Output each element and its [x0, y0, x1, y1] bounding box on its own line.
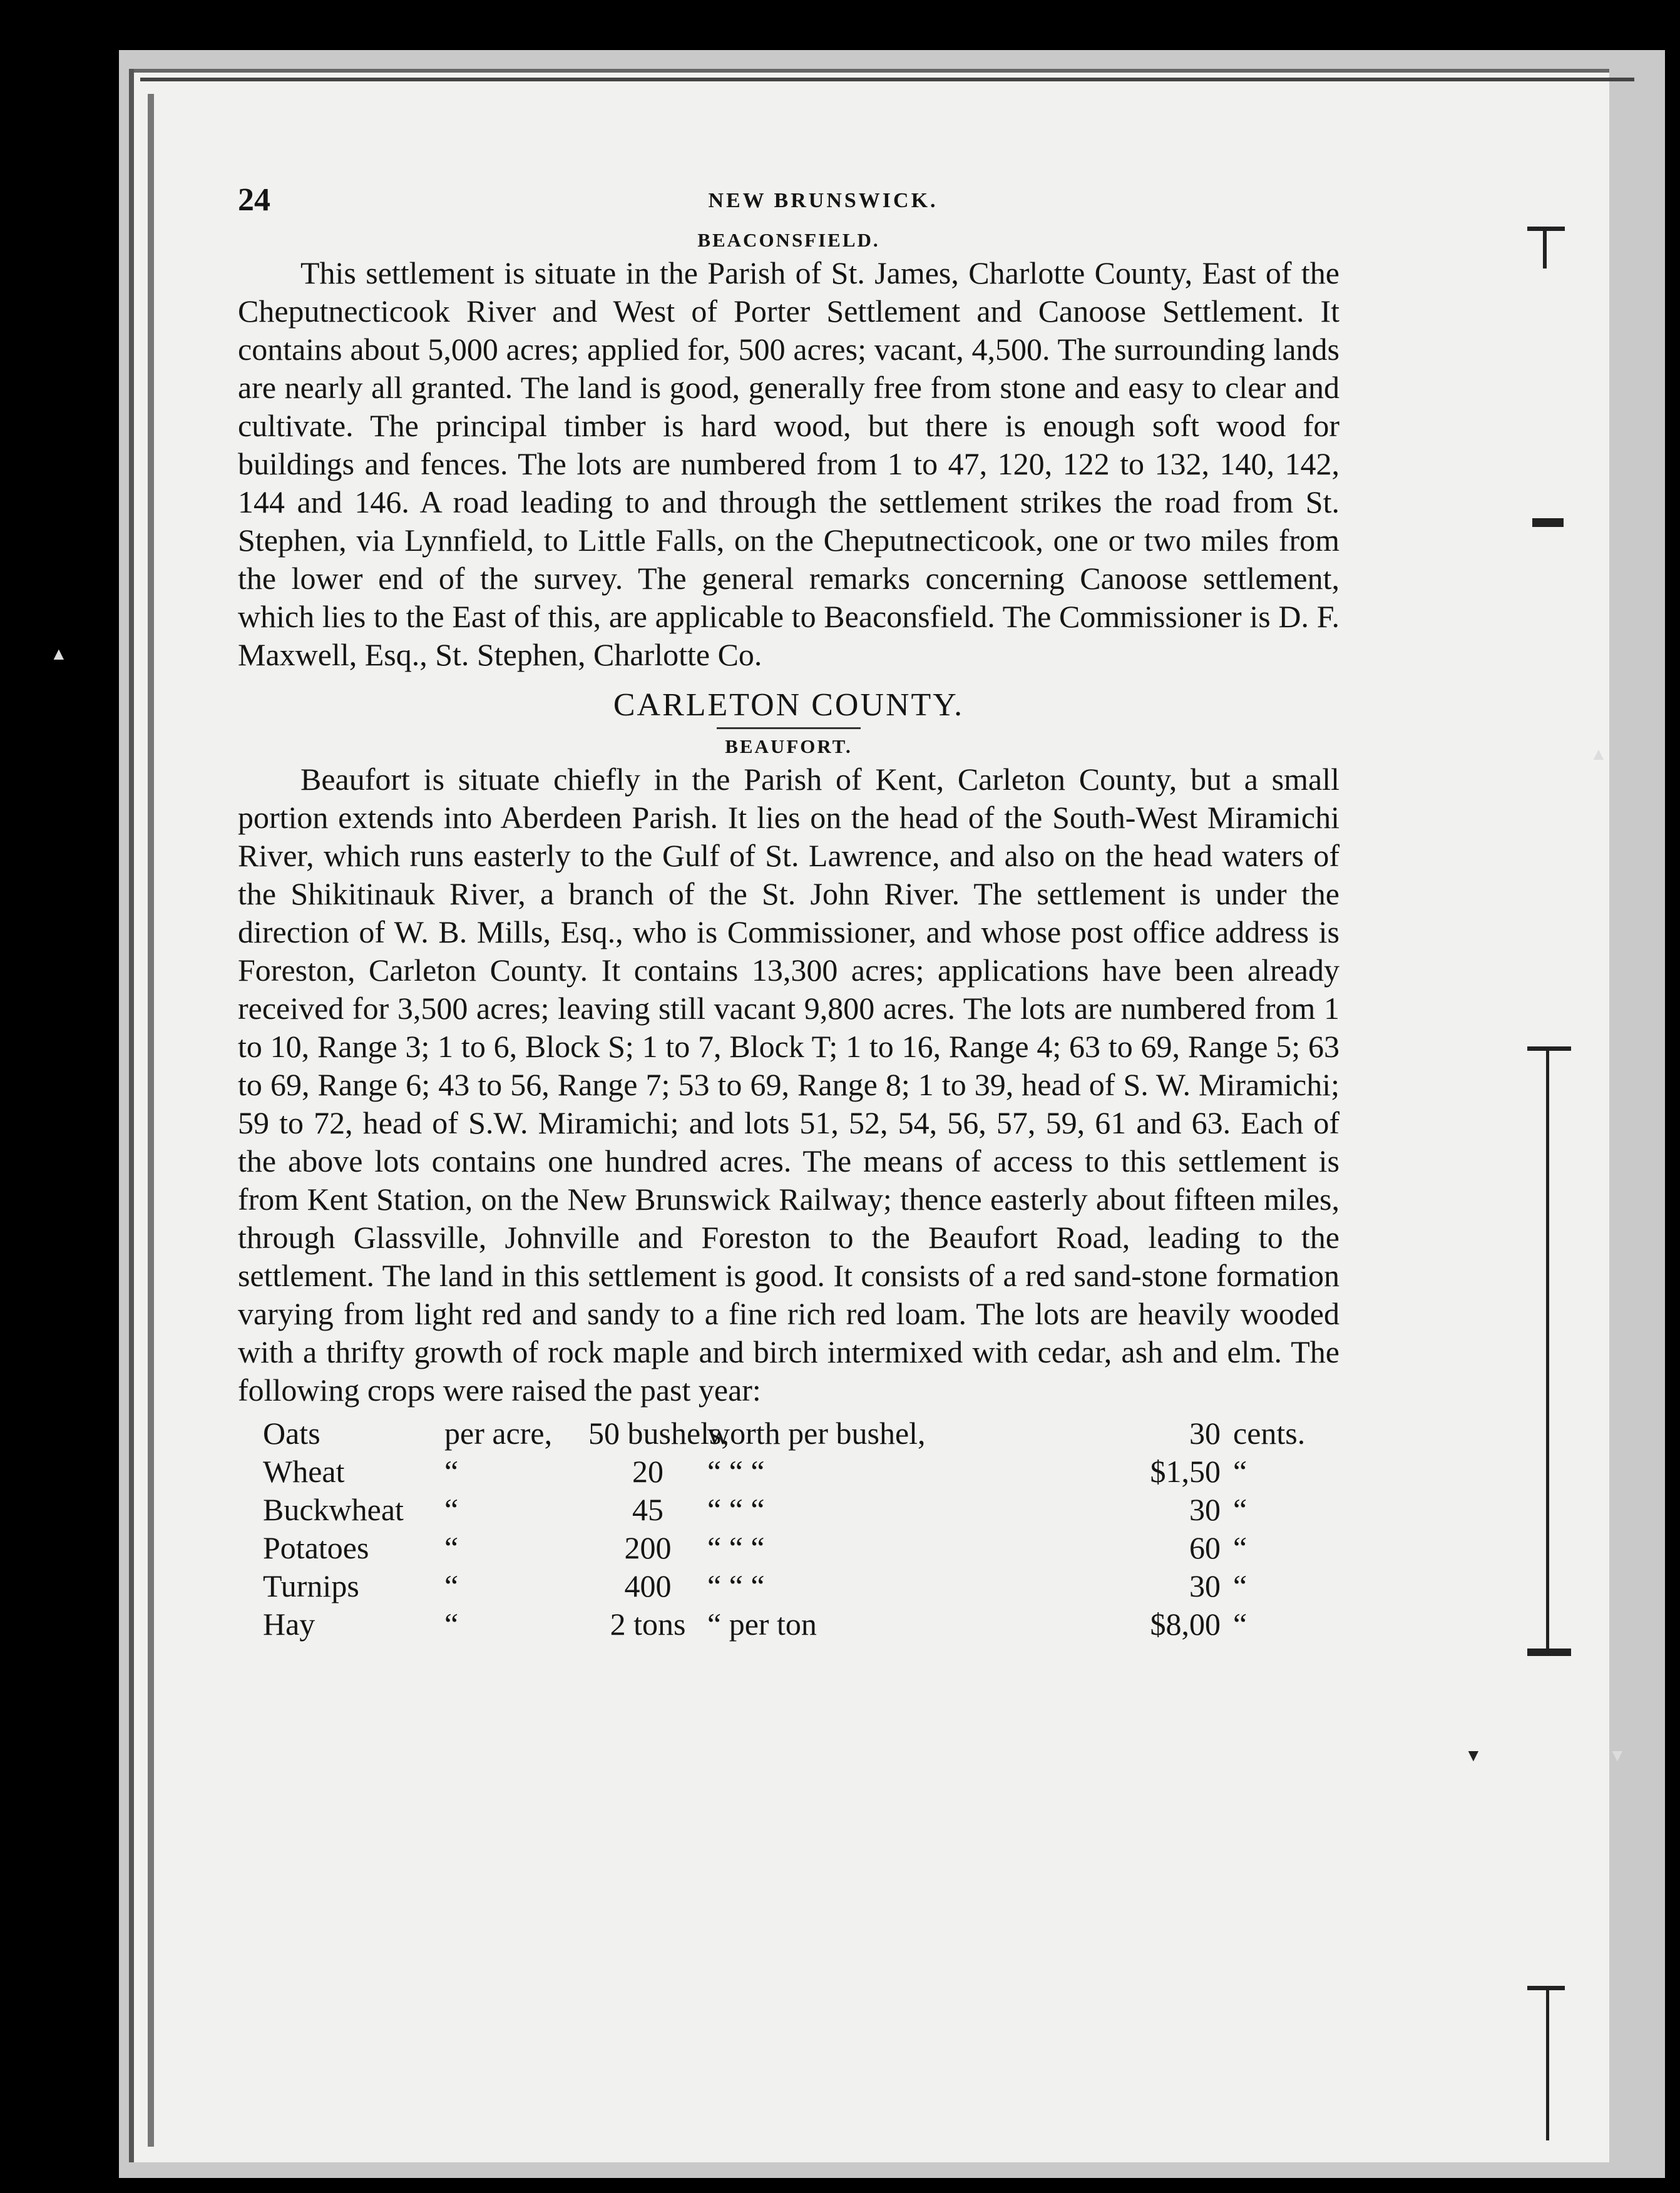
crop-measure: “ “ “ [707, 1530, 765, 1565]
section-heading-beaconsfield: BEACONSFIELD. [697, 229, 880, 251]
crop-currency: “ [1233, 1454, 1247, 1489]
margin-mark [1527, 1046, 1571, 1051]
crop-price: $1,50 [1150, 1454, 1221, 1489]
margin-speck: ▼ [1465, 1746, 1482, 1766]
heading-rule [717, 727, 861, 729]
margin-mark [1527, 1986, 1565, 1990]
margin-mark [1527, 1649, 1571, 1656]
crop-price: 60 [1189, 1530, 1221, 1565]
margin-mark [1527, 227, 1565, 231]
running-head [238, 169, 1339, 225]
crop-row [238, 1453, 1339, 1491]
crop-currency: “ [1233, 1607, 1247, 1642]
crop-name: Oats [263, 1416, 320, 1451]
crop-measure: “ “ “ [707, 1454, 765, 1489]
crop-measure: “ per ton [707, 1607, 817, 1642]
margin-mark [1546, 1990, 1549, 2140]
crop-unit: “ [444, 1568, 459, 1603]
margin-speck: ▲ [50, 645, 68, 664]
crop-currency: “ [1233, 1568, 1247, 1603]
crop-name: Wheat [263, 1454, 345, 1489]
crop-name: Buckwheat [263, 1492, 404, 1527]
crop-unit: “ [444, 1492, 459, 1527]
crop-row [238, 1414, 1339, 1453]
page-text [238, 169, 1339, 1643]
running-title: NEW BRUNSWICK. [708, 189, 938, 212]
crop-name: Potatoes [263, 1530, 369, 1565]
margin-speck: ▼ [1609, 1746, 1626, 1766]
margin-speck: ▲ [1590, 745, 1607, 764]
crop-measure: “ “ “ [707, 1568, 765, 1603]
crop-row [238, 1605, 1339, 1643]
county-heading: CARLETON COUNTY. [613, 687, 965, 723]
crop-unit: per acre, [444, 1416, 553, 1451]
crop-unit: “ [444, 1607, 459, 1642]
section-heading-beaufort: BEAUFORT. [725, 735, 853, 757]
crop-quantity: 2 tons [610, 1607, 686, 1642]
crop-unit: “ [444, 1454, 459, 1489]
crop-row [238, 1491, 1339, 1529]
crop-currency: cents. [1233, 1416, 1306, 1451]
crop-name: Turnips [263, 1568, 359, 1603]
crop-currency: “ [1233, 1530, 1247, 1565]
page-gutter-rule [148, 94, 154, 2147]
crop-quantity: 50 bushels, [588, 1416, 729, 1451]
crop-price: 30 [1189, 1568, 1221, 1603]
crop-quantity: 400 [624, 1568, 672, 1603]
crop-price: 30 [1189, 1492, 1221, 1527]
crop-quantity: 20 [632, 1454, 663, 1489]
beaconsfield-paragraph: This settlement is situate in the Parish of St. James, Charlotte County, East of the Cheputnecticook River and West of Porter Settlement and Canoose Settlement. It contains about 5,000 acres; applied for, 500 acres; vacant, 4,500. The surrounding lands are nearly all granted. The land is good, generally free from stone and easy to clear and cultivate. The principal timber is hard wood, but there is enough soft wood for buildings and fences. The lots are numbered from 1 to 47, 120, 122 to 132, 140, 142, 144 and 146. A road leading to and through the settlement strikes the road from St. Stephen, via Lynnfield, to Little Falls, on the Cheputnecticook, one or two miles from the lower end of the survey. The general remarks concerning Canoose settlement, which lies to the East of this, are applicable to Beaconsfield. The Commissioner is D. F. Maxwell, Esq., St. Stephen, Charlotte Co. [238, 255, 1339, 672]
crops-table [238, 1414, 1339, 1643]
crop-price: $8,00 [1150, 1607, 1221, 1642]
crop-unit: “ [444, 1530, 459, 1565]
margin-mark [1532, 518, 1564, 527]
crop-row [238, 1529, 1339, 1567]
crop-price: 30 [1189, 1416, 1221, 1451]
crop-measure: “ “ “ [707, 1492, 765, 1527]
crop-name: Hay [263, 1607, 315, 1642]
crop-measure: worth per bushel, [707, 1416, 926, 1451]
margin-mark [1546, 1051, 1549, 1652]
crop-currency: “ [1233, 1492, 1247, 1527]
crop-row [238, 1567, 1339, 1605]
margin-mark [1543, 231, 1547, 268]
crop-quantity: 45 [632, 1492, 663, 1527]
beaufort-paragraph: Beaufort is situate chiefly in the Parish of Kent, Carleton County, but a small portion extends into Aberdeen Parish. It lies on the head of the South-West Miramichi River, which runs easterly to the Gulf of St. Lawrence, and also on the head waters of the Shikitinauk River, a branch of the St. John River. The settlement is under the direction of W. B. Mills, Esq., who is Commissioner, and whose post office address is Foreston, Carleton County. It contains 13,300 acres; applications have been already received for 3,500 acres; leaving still vacant 9,800 acres. The lots are numbered from 1 to 10, Range 3; 1 to 6, Block S; 1 to 7, Block T; 1 to 16, Range 4; 63 to 69, Range 5; 63 to 69, Range 6; 43 to 56, Range 7; 53 to 69, Range 8; 1 to 39, head of S. W. Miramichi; 59 to 72, head of S.W. Miramichi; and lots 51, 52, 54, 56, 57, 59, 61 and 63. Each of the above lots contains one hundred acres. The means of access to this settlement is from Kent Station, on the New Brunswick Railway; thence easterly about fifteen miles, through Glassville, Johnville and Foreston to the Beaufort Road, leading to the settlement. The land in this settlement is good. It consists of a red sand-stone formation varying from light red and sandy to a fine rich red loam. The lots are heavily wooded with a thrifty growth of rock maple and birch intermixed with cedar, ash and elm. The following crops were raised the past year: [238, 762, 1339, 1408]
page-number: 24 [238, 182, 270, 218]
crop-quantity: 200 [624, 1530, 672, 1565]
